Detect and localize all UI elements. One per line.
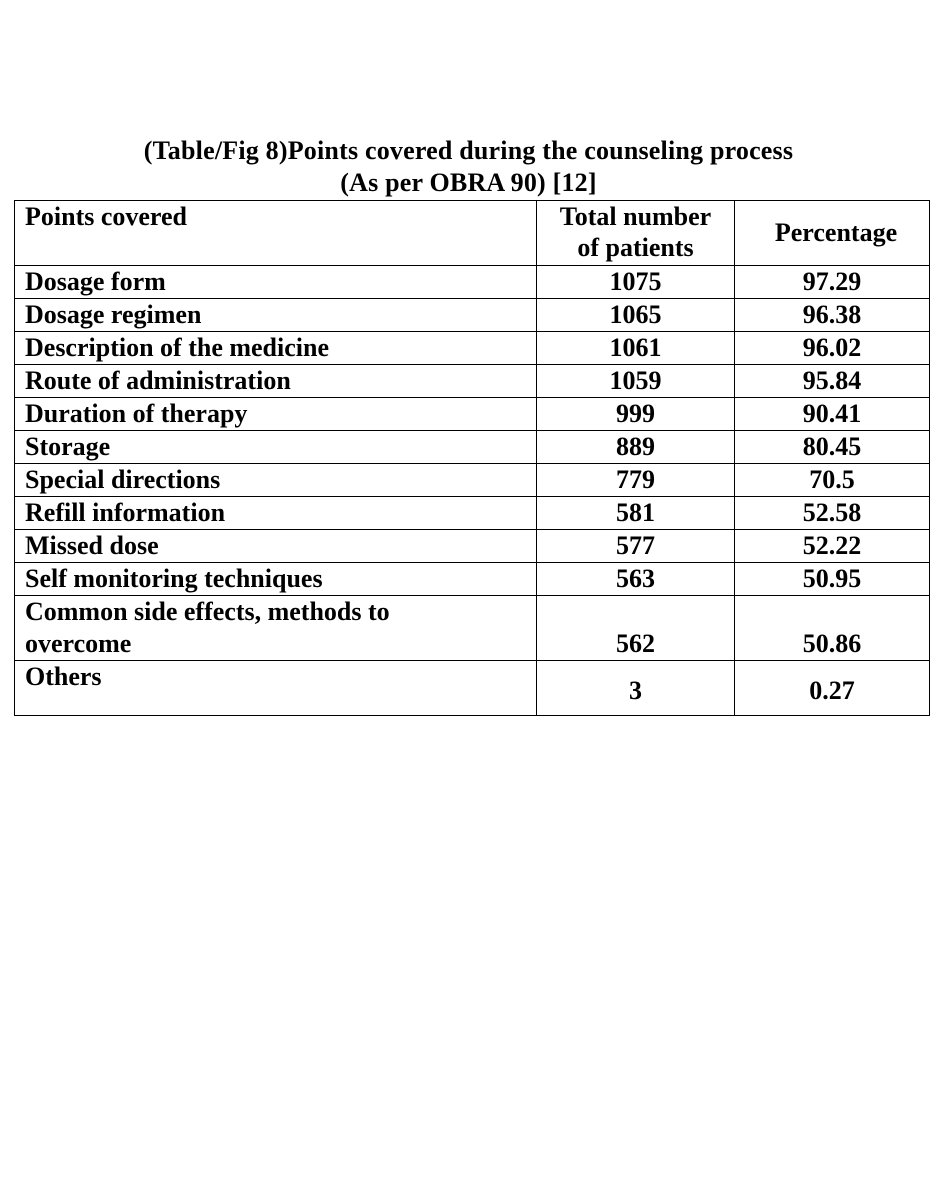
cell-percentage: 50.86 <box>735 596 930 661</box>
cell-patients: 1061 <box>537 332 735 365</box>
cell-patients: 3 <box>537 661 735 716</box>
table-row <box>15 661 930 716</box>
table-row <box>15 464 930 497</box>
header-percentage: Percentage <box>735 201 930 266</box>
cell-patients: 1065 <box>537 299 735 332</box>
cell-point: Missed dose <box>15 530 537 563</box>
cell-point: Others <box>15 661 537 716</box>
cell-point: Self monitoring techniques <box>15 563 537 596</box>
header-total-patients-line-2: of patients <box>577 233 694 262</box>
cell-percentage: 96.38 <box>735 299 930 332</box>
cell-point: Description of the medicine <box>15 332 537 365</box>
cell-percentage: 95.84 <box>735 365 930 398</box>
cell-point-line-2: overcome <box>25 629 132 658</box>
cell-percentage: 97.29 <box>735 266 930 299</box>
cell-percentage: 0.27 <box>735 661 930 716</box>
cell-patients: 563 <box>537 563 735 596</box>
cell-point: Route of administration <box>15 365 537 398</box>
cell-patients: 779 <box>537 464 735 497</box>
cell-patients: 562 <box>537 596 735 661</box>
cell-point: Dosage form <box>15 266 537 299</box>
header-total-patients-line-1: Total number <box>559 202 712 231</box>
caption-line-1: (Table/Fig 8)Points covered during the counseling process <box>143 136 794 165</box>
cell-point: Dosage regimen <box>15 299 537 332</box>
table-row <box>15 431 930 464</box>
table-row <box>15 398 930 431</box>
table-row <box>15 530 930 563</box>
cell-patients: 889 <box>537 431 735 464</box>
counseling-points-table <box>14 200 930 716</box>
table-row <box>15 596 930 661</box>
header-points-covered: Points covered <box>15 201 537 266</box>
table-row <box>15 332 930 365</box>
cell-percentage: 52.58 <box>735 497 930 530</box>
cell-percentage: 52.22 <box>735 530 930 563</box>
cell-percentage: 90.41 <box>735 398 930 431</box>
cell-percentage: 50.95 <box>735 563 930 596</box>
table-row <box>15 299 930 332</box>
table-row <box>15 563 930 596</box>
cell-point-line-1: Common side effects, methods to <box>25 597 390 626</box>
cell-point: Storage <box>15 431 537 464</box>
header-total-patients <box>537 201 735 266</box>
cell-patients: 1059 <box>537 365 735 398</box>
cell-point <box>15 596 537 661</box>
cell-patients: 577 <box>537 530 735 563</box>
cell-percentage: 70.5 <box>735 464 930 497</box>
table-caption <box>0 135 937 199</box>
cell-point: Special directions <box>15 464 537 497</box>
cell-point: Refill information <box>15 497 537 530</box>
table-row <box>15 497 930 530</box>
table-row <box>15 365 930 398</box>
cell-patients: 1075 <box>537 266 735 299</box>
cell-patients: 581 <box>537 497 735 530</box>
cell-point: Duration of therapy <box>15 398 537 431</box>
caption-line-2: (As per OBRA 90) [12] <box>340 168 597 197</box>
cell-percentage: 80.45 <box>735 431 930 464</box>
table-header-row <box>15 201 930 266</box>
cell-patients: 999 <box>537 398 735 431</box>
cell-percentage: 96.02 <box>735 332 930 365</box>
table-row <box>15 266 930 299</box>
